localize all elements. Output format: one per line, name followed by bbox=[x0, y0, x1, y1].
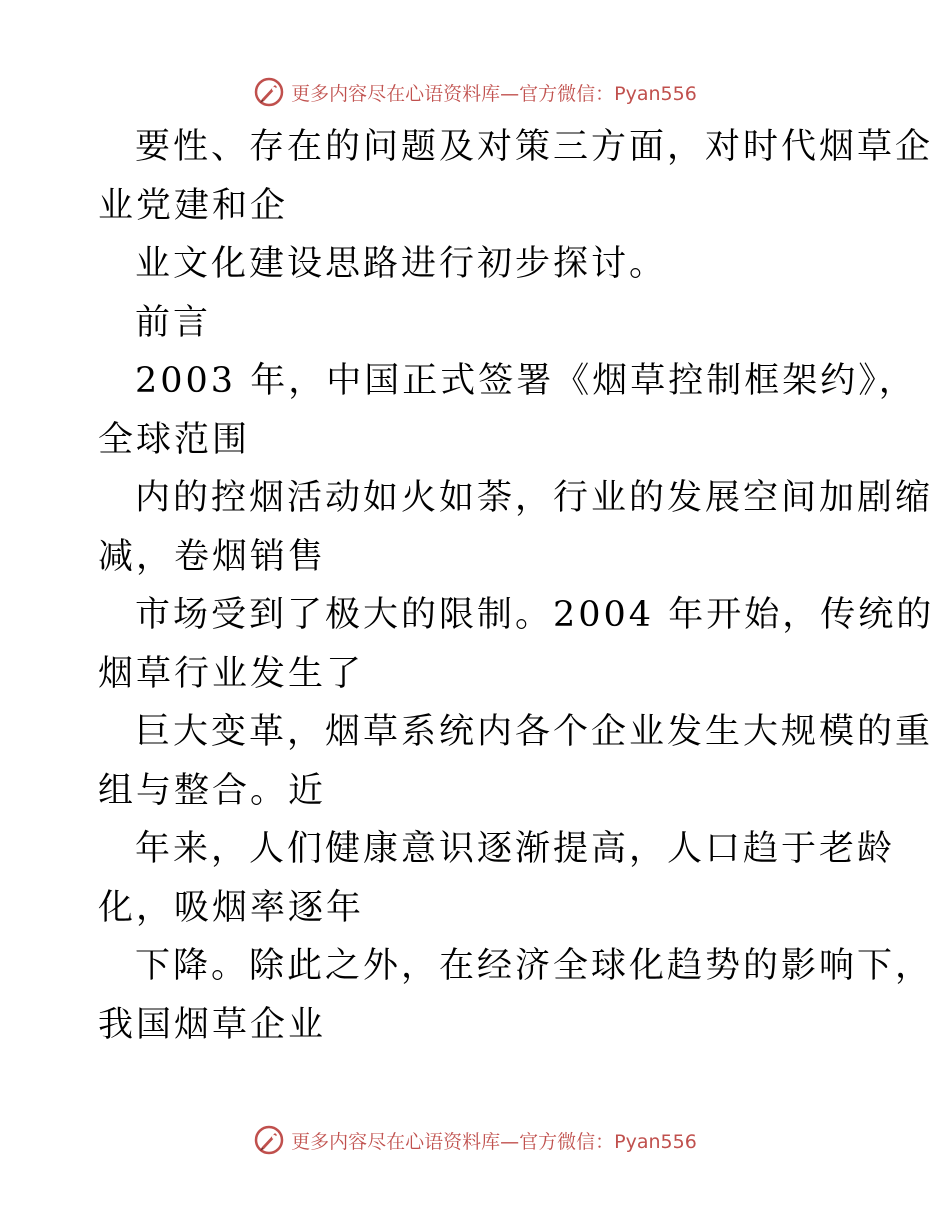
section-heading: 前言 bbox=[135, 302, 212, 343]
document-body bbox=[98, 118, 935, 1054]
text-line: 要性、存在的问题及对策三方面，对时代烟草企 bbox=[135, 127, 934, 167]
text-line: 全球范围 bbox=[98, 419, 251, 460]
text-line: 化，吸烟率逐年 bbox=[98, 887, 365, 928]
text-line: 业党建和企 bbox=[98, 185, 289, 226]
text-line: 2003 年，中国正式签署《烟草控制框架约》， bbox=[135, 361, 917, 401]
text-line: 减，卷烟销售 bbox=[98, 536, 327, 577]
footer-banner bbox=[0, 1120, 950, 1160]
text-line: 我国烟草企业 bbox=[98, 1004, 327, 1045]
text-line: 下降。除此之外，在经济全球化趋势的影响下， bbox=[135, 946, 934, 986]
text-line: 内的控烟活动如火如荼，行业的发展空间加剧缩 bbox=[135, 478, 934, 518]
text-line: 组与整合。近 bbox=[98, 770, 327, 811]
text-line: 巨大变革，烟草系统内各个企业发生大规模的重 bbox=[135, 712, 934, 752]
text-line: 烟草行业发生了 bbox=[98, 653, 365, 694]
quill-pen-logo-icon bbox=[253, 1124, 285, 1156]
footer-banner-text: 更多内容尽在心语资料库—官方微信：Pyan556 bbox=[291, 1130, 697, 1153]
text-line: 业文化建设思路进行初步探讨。 bbox=[135, 244, 668, 284]
header-banner bbox=[0, 72, 950, 112]
text-line: 市场受到了极大的限制。2004 年开始，传统的 bbox=[135, 595, 935, 635]
quill-pen-logo-icon bbox=[253, 76, 285, 108]
header-banner-text: 更多内容尽在心语资料库—官方微信：Pyan556 bbox=[291, 82, 697, 105]
text-line: 年来，人们健康意识逐渐提高，人口趋于老龄 bbox=[135, 829, 896, 869]
